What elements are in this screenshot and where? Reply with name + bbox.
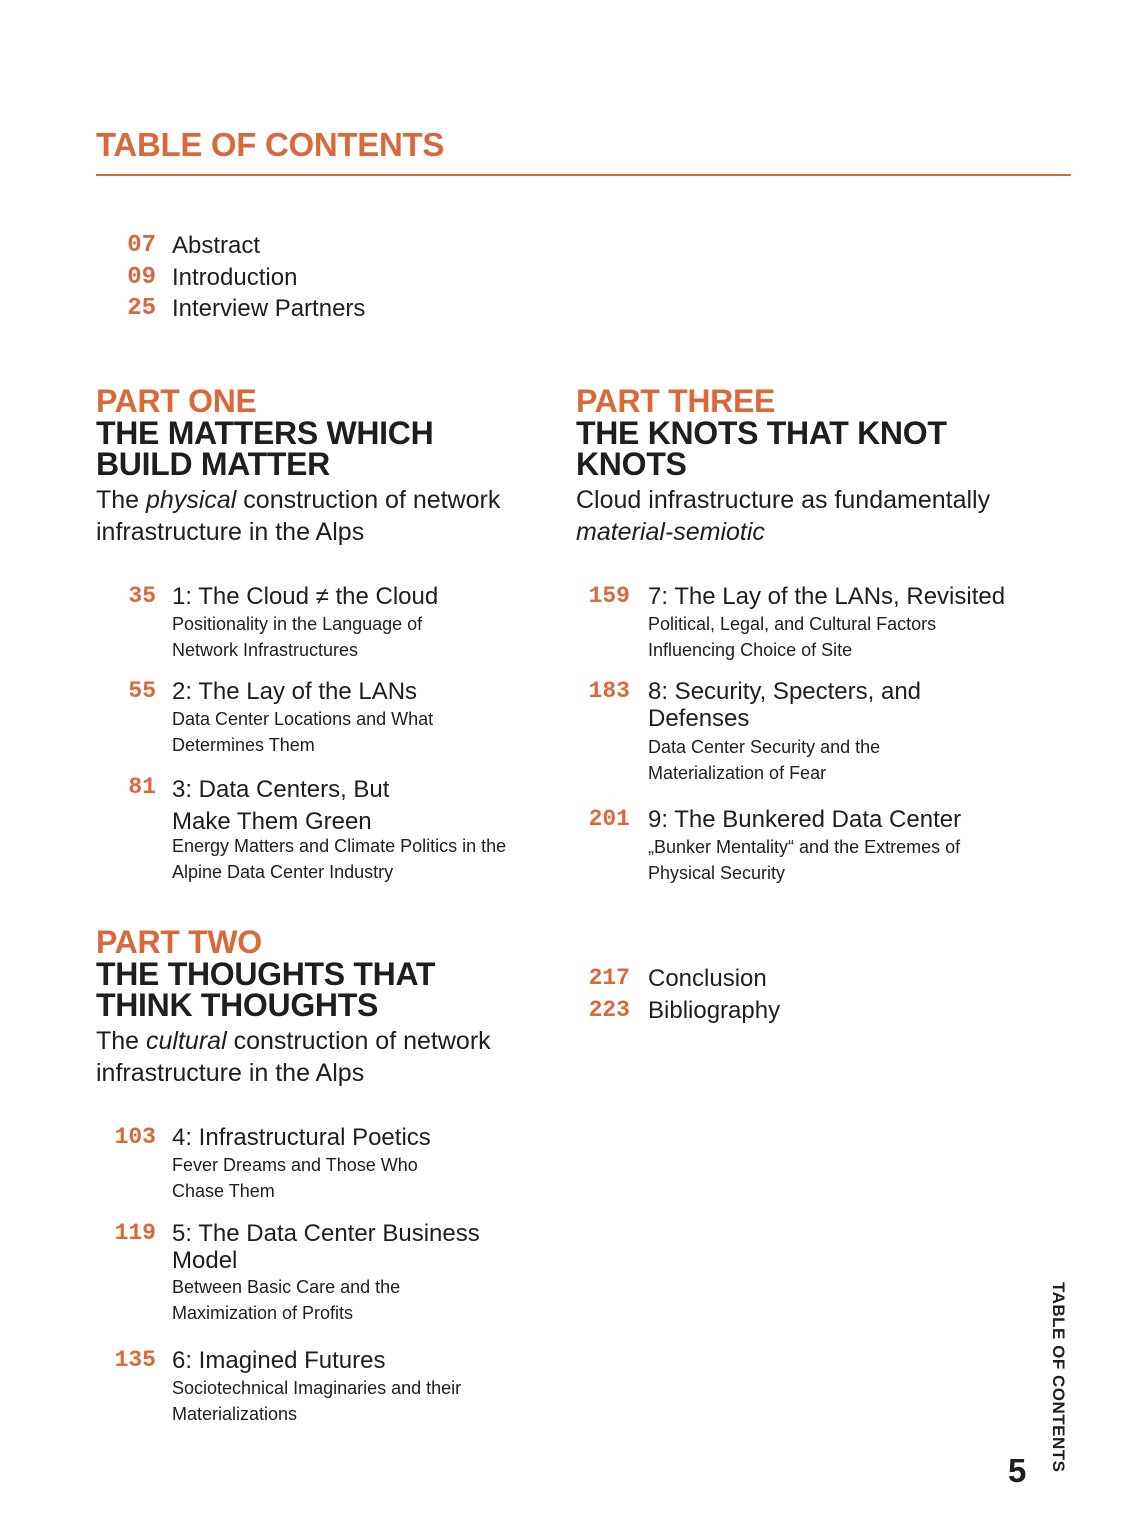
page-number: 217	[588, 965, 630, 991]
chapter-subtitle: Between Basic Care and the Maximization of Profits	[172, 1277, 401, 1323]
chapter-title: 3: Data Centers, But Make Them Green	[172, 776, 390, 835]
part-subtitle: The physical construction of network infrastructure in the Alps	[96, 486, 501, 546]
page-number: 183	[588, 678, 630, 704]
entry-label: Abstract	[172, 232, 261, 259]
chapter-subtitle: Fever Dreams and Those Who Chase Them	[172, 1155, 418, 1201]
part-subtitle: The cultural construction of network infrastructure in the Alps	[96, 1027, 491, 1087]
page-number: 201	[588, 806, 630, 832]
part-heading	[96, 385, 556, 548]
section-tab	[1048, 1282, 1080, 1502]
page-number: 103	[114, 1124, 156, 1150]
part-title: THE THOUGHTS THAT THINK THOUGHTS	[96, 956, 436, 1023]
chapter-title: 7: The Lay of the LANs, Revisited	[648, 583, 1006, 610]
page-number: 25	[127, 295, 156, 322]
part-title: THE MATTERS WHICH BUILD MATTER	[96, 415, 434, 482]
page-number: 81	[128, 774, 156, 800]
page-number: 159	[588, 583, 630, 609]
page-number: 35	[128, 583, 156, 609]
chapter-title: 2: The Lay of the LANs	[172, 678, 418, 705]
title-divider	[96, 174, 1071, 176]
part-title: THE KNOTS THAT KNOT KNOTS	[576, 415, 947, 482]
part-heading	[96, 926, 556, 1089]
chapter-subtitle: Sociotechnical Imaginaries and their Materializations	[172, 1378, 462, 1424]
chapter-subtitle: „Bunker Mentality“ and the Extremes of Physical Security	[648, 837, 961, 883]
chapter-subtitle: Data Center Security and the Materialization of Fear	[648, 737, 881, 783]
chapter-title: 1: The Cloud ≠ the Cloud	[172, 583, 439, 610]
entry-label: Bibliography	[648, 997, 781, 1024]
page-number: 55	[128, 678, 156, 704]
page-number: 119	[114, 1220, 156, 1246]
entry-label: Introduction	[172, 264, 298, 291]
part-label: PART TWO	[96, 924, 262, 960]
part-heading	[576, 385, 1036, 548]
chapter-subtitle: Data Center Locations and What Determines Them	[172, 709, 434, 755]
chapter-title: 4: Infrastructural Poetics	[172, 1124, 431, 1151]
chapter-title: 9: The Bunkered Data Center	[648, 806, 962, 833]
entry-label: Interview Partners	[172, 295, 366, 322]
page-number: 07	[127, 232, 156, 259]
page-number: 223	[588, 997, 630, 1023]
part-label: PART THREE	[576, 383, 776, 419]
chapter-subtitle: Political, Legal, and Cultural Factors Influencing Choice of Site	[648, 614, 937, 660]
part-subtitle: Cloud infrastructure as fundamentally material-semiotic	[576, 486, 991, 546]
chapter-title: 8: Security, Specters, and Defenses	[648, 678, 922, 732]
section-tab-label: TABLE OF CONTENTS	[1049, 1282, 1068, 1473]
entry-label: Conclusion	[648, 965, 767, 992]
chapter-title: 6: Imagined Futures	[172, 1347, 386, 1374]
chapter-subtitle: Positionality in the Language of Network Infrastructures	[172, 614, 423, 660]
page-title: TABLE OF CONTENTS	[96, 126, 445, 163]
page-number-footer: 5	[1008, 1452, 1027, 1489]
chapter-title: 5: The Data Center Business Model	[172, 1220, 480, 1274]
page-number: 135	[114, 1347, 156, 1373]
page-number: 09	[127, 264, 156, 291]
chapter-subtitle: Energy Matters and Climate Politics in the Alpine Data Center Industry	[172, 836, 507, 882]
part-label: PART ONE	[96, 383, 257, 419]
